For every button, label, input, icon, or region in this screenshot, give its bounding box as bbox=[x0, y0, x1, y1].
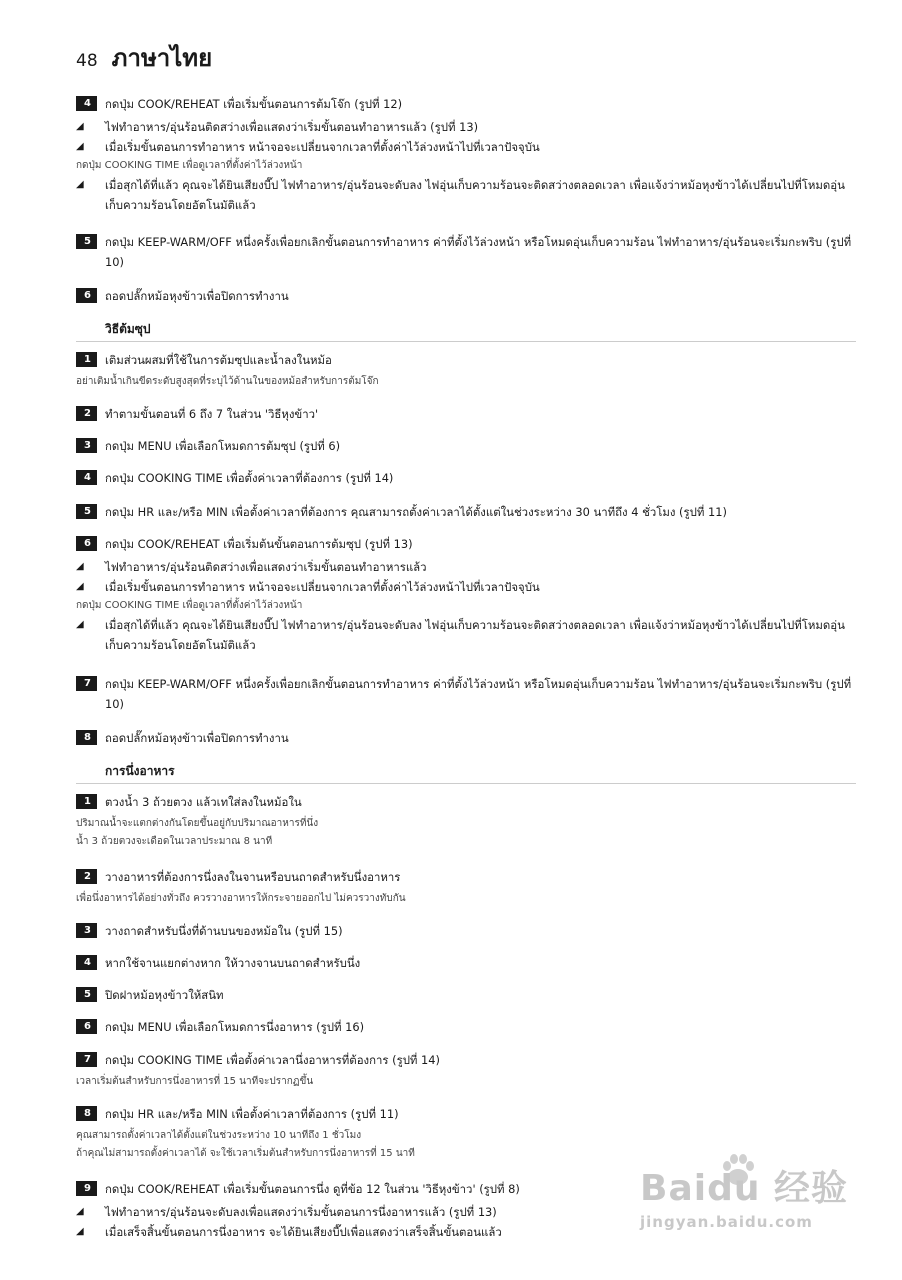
step-number-badge: 5 bbox=[76, 234, 97, 249]
bullet-text: เมื่อสุกได้ที่แล้ว คุณจะได้ยินเสียงบี๊ป ไฟทำอาหาร/อุ่นร้อนจะดับลง ไฟอุ่นเก็บความร้อนจะติดสว่างตลอดเวลา เพื่อแจ้งว่าหม้อหุงข้าวได้เปลี่ยนไปที่โหมดอุ่นเก็บความร้อนโดยอัตโนมัติแล้ว bbox=[105, 178, 845, 212]
step-item bbox=[76, 985, 856, 1005]
note-text: คุณสามารถตั้งค่าเวลาได้ตั้งแต่ในช่วงระหว่าง 10 นาทีถึง 1 ชั่วโมง bbox=[76, 1130, 362, 1141]
step-item bbox=[76, 468, 856, 488]
step-text: ถอดปลั๊กหม้อหุงข้าวเพื่อปิดการทำงาน bbox=[105, 289, 289, 303]
step-item bbox=[76, 502, 856, 522]
bullet-item bbox=[76, 137, 856, 157]
section-heading-steam: การนึ่งอาหาร bbox=[105, 764, 175, 778]
step-item bbox=[76, 94, 856, 114]
step-item bbox=[76, 728, 856, 748]
step-block bbox=[76, 1050, 856, 1091]
page-header bbox=[76, 38, 212, 77]
step-block bbox=[76, 674, 856, 717]
step-text: กดปุ่ม COOK/REHEAT เพื่อเริ่มต้นขั้นตอนการต้มซุป (รูปที่ 13) bbox=[105, 537, 413, 551]
note-text: ถ้าคุณไม่สามารถตั้งค่าเวลาได้ จะใช้เวลาเริ่มต้นสำหรับการนึ่งอาหารที่ 15 นาที bbox=[76, 1148, 415, 1159]
step-block bbox=[76, 404, 856, 427]
bullet-text: เมื่อเริ่มขั้นตอนการทำอาหาร หน้าจอจะเปลี่ยนจากเวลาที่ตั้งค่าไว้ล่วงหน้าไปที่เวลาปัจจุบัน bbox=[105, 580, 540, 594]
step-text: หากใช้จานแยกต่างหาก ให้วางจานบนถาดสำหรับนึ่ง bbox=[105, 956, 361, 970]
step-number-badge: 7 bbox=[76, 1052, 97, 1067]
bullet-text: เมื่อสุกได้ที่แล้ว คุณจะได้ยินเสียงบี๊ป ไฟทำอาหาร/อุ่นร้อนจะดับลง ไฟอุ่นเก็บความร้อนจะติดสว่างตลอดเวลา เพื่อแจ้งว่าหม้อหุงข้าวได้เปลี่ยนไปที่โหมดอุ่นเก็บความร้อนโดยอัตโนมัติแล้ว bbox=[105, 618, 845, 652]
step-number-badge: 3 bbox=[76, 438, 97, 453]
step-text: กดปุ่ม COOK/REHEAT เพื่อเริ่มขั้นตอนการนึ่ง ดูที่ข้อ 12 ในส่วน 'วิธีหุงข้าว' (รูปที่ 8) bbox=[105, 1182, 520, 1196]
step-text: กดปุ่ม MENU เพื่อเลือกโหมดการนึ่งอาหาร (รูปที่ 16) bbox=[105, 1020, 365, 1034]
step-number-badge: 9 bbox=[76, 1181, 97, 1196]
step-number-badge: 5 bbox=[76, 504, 97, 519]
baidu-watermark bbox=[640, 1160, 848, 1231]
step-text: ตวงน้ำ 3 ถ้วยตวง แล้วเทใส่ลงในหม้อใน bbox=[105, 795, 302, 809]
bullet-item bbox=[76, 557, 856, 577]
watermark-logo: Baidu 经验 bbox=[640, 1168, 849, 1209]
note-text: เพื่อนึ่งอาหารได้อย่างทั่วถึง ควรวางอาหารให้กระจายออกไป ไม่ควรวางทับกัน bbox=[76, 893, 406, 904]
step-text: วางถาดสำหรับนึ่งที่ด้านบนของหม้อใน (รูปที่ 15) bbox=[105, 924, 343, 938]
step-item bbox=[76, 867, 856, 887]
triangle-bullet-icon: ◢ bbox=[76, 1206, 84, 1217]
step-text: ปิดฝาหม้อหุงข้าวให้สนิท bbox=[105, 988, 224, 1002]
step-text: ถอดปลั๊กหม้อหุงข้าวเพื่อปิดการทำงาน bbox=[105, 731, 289, 745]
step-number-badge: 6 bbox=[76, 536, 97, 551]
step-text: เติมส่วนผสมที่ใช้ในการต้มซุปและน้ำลงในหม้อ bbox=[105, 353, 332, 367]
step-number-badge: 6 bbox=[76, 1019, 97, 1034]
bullet-text: ไฟทำอาหาร/อุ่นร้อนจะดับลงเพื่อแสดงว่าเริ่มขั้นตอนการนึ่งอาหารแล้ว (รูปที่ 13) bbox=[105, 1205, 497, 1219]
step-item bbox=[76, 534, 856, 554]
step-item bbox=[76, 1050, 856, 1070]
step-block bbox=[76, 867, 856, 908]
step-item bbox=[76, 286, 856, 306]
step-number-badge: 1 bbox=[76, 794, 97, 809]
note-text: กดปุ่ม COOKING TIME เพื่อดูเวลาที่ตั้งค่าไว้ล่วงหน้า bbox=[76, 600, 303, 611]
step-text: กดปุ่ม COOK/REHEAT เพื่อเริ่มขั้นตอนการต้มโจ๊ก (รูปที่ 12) bbox=[105, 97, 403, 111]
step-text: กดปุ่ม MENU เพื่อเลือกโหมดการต้มซุป (รูปที่ 6) bbox=[105, 439, 341, 453]
triangle-bullet-icon: ◢ bbox=[76, 619, 84, 630]
step-number-badge: 3 bbox=[76, 923, 97, 938]
step-number-badge: 8 bbox=[76, 1106, 97, 1121]
bullet-item bbox=[76, 577, 856, 597]
bullet-item bbox=[76, 117, 856, 137]
watermark-url: jingyan.baidu.com bbox=[640, 1213, 813, 1231]
section-porridge bbox=[76, 94, 856, 215]
step-block bbox=[76, 728, 856, 751]
step-number-badge: 8 bbox=[76, 730, 97, 745]
step-text: กดปุ่ม KEEP-WARM/OFF หนึ่งครั้งเพื่อยกเลิกขั้นตอนการทำอาหาร ค่าที่ตั้งไว้ล่วงหน้า หรือโหมดอุ่นเก็บความร้อน ไฟทำอาหาร/อุ่นร้อนจะเริ่มกะพริบ (รูปที่ 10) bbox=[105, 677, 852, 711]
step-number-badge: 7 bbox=[76, 676, 97, 691]
divider bbox=[76, 341, 856, 342]
step-number-badge: 2 bbox=[76, 869, 97, 884]
step-text: กดปุ่ม COOKING TIME เพื่อตั้งค่าเวลานึ่งอาหารที่ต้องการ (รูปที่ 14) bbox=[105, 1053, 440, 1067]
bullet-item bbox=[76, 615, 856, 655]
note-text: ปริมาณน้ำจะแตกต่างกันโดยขึ้นอยู่กับปริมาณอาหารที่นึ่ง bbox=[76, 818, 319, 829]
step-block bbox=[76, 1017, 856, 1040]
triangle-bullet-icon: ◢ bbox=[76, 179, 84, 190]
step-item bbox=[76, 1104, 856, 1124]
step-block bbox=[76, 286, 856, 309]
step-item bbox=[76, 953, 856, 973]
step-text: ทำตามขั้นตอนที่ 6 ถึง 7 ในส่วน 'วิธีหุงข้าว' bbox=[105, 407, 319, 421]
step-block bbox=[76, 953, 856, 976]
triangle-bullet-icon: ◢ bbox=[76, 581, 84, 592]
step-number-badge: 4 bbox=[76, 96, 97, 111]
step-number-badge: 1 bbox=[76, 352, 97, 367]
bullet-text: เมื่อเสร็จสิ้นขั้นตอนการนึ่งอาหาร จะได้ยินเสียงบี๊ปเพื่อแสดงว่าเสร็จสิ้นขั้นตอนแล้ว bbox=[105, 1225, 502, 1239]
step-text: กดปุ่ม HR และ/หรือ MIN เพื่อตั้งค่าเวลาที่ต้องการ (รูปที่ 11) bbox=[105, 1107, 399, 1121]
step-item bbox=[76, 232, 856, 272]
triangle-bullet-icon: ◢ bbox=[76, 561, 84, 572]
step-block bbox=[76, 350, 856, 391]
step-item bbox=[76, 921, 856, 941]
note-text: อย่าเติมน้ำเกินขีดระดับสูงสุดที่ระบุไว้ด้านในของหม้อสำหรับการต้มโจ๊ก bbox=[76, 376, 379, 387]
section-heading-soup: วิธีต้มซุป bbox=[105, 322, 151, 336]
bullet-text: เมื่อเริ่มขั้นตอนการทำอาหาร หน้าจอจะเปลี่ยนจากเวลาที่ตั้งค่าไว้ล่วงหน้าไปที่เวลาปัจจุบัน bbox=[105, 140, 540, 154]
triangle-bullet-icon: ◢ bbox=[76, 1226, 84, 1237]
triangle-bullet-icon: ◢ bbox=[76, 121, 84, 132]
step-item bbox=[76, 404, 856, 424]
page-language-title: ภาษาไทย bbox=[111, 44, 213, 72]
step-block bbox=[76, 436, 856, 459]
step-text: กดปุ่ม KEEP-WARM/OFF หนึ่งครั้งเพื่อยกเลิกขั้นตอนการทำอาหาร ค่าที่ตั้งไว้ล่วงหน้า หรือโหมดอุ่นเก็บความร้อน ไฟทำอาหาร/อุ่นร้อนจะเริ่มกะพริบ (รูปที่ 10) bbox=[105, 235, 852, 269]
step-item bbox=[76, 350, 856, 370]
step-text: กดปุ่ม COOKING TIME เพื่อตั้งค่าเวลาที่ต้องการ (รูปที่ 14) bbox=[105, 471, 394, 485]
step-block bbox=[76, 921, 856, 944]
bullet-item bbox=[76, 175, 856, 215]
step-text: กดปุ่ม HR และ/หรือ MIN เพื่อตั้งค่าเวลาที่ต้องการ คุณสามารถตั้งค่าเวลาได้ตั้งแต่ในช่วงระหว่าง 30 นาทีถึง 4 ชั่วโมง (รูปที่ 11) bbox=[105, 505, 727, 519]
divider bbox=[76, 783, 856, 784]
step-text: วางอาหารที่ต้องการนึ่งลงในจานหรือบนถาดสำหรับนึ่งอาหาร bbox=[105, 870, 401, 884]
step-block bbox=[76, 232, 856, 275]
triangle-bullet-icon: ◢ bbox=[76, 141, 84, 152]
step-number-badge: 5 bbox=[76, 987, 97, 1002]
step-item bbox=[76, 436, 856, 456]
step-number-badge: 4 bbox=[76, 955, 97, 970]
page-number: 48 bbox=[76, 51, 98, 71]
note-text: น้ำ 3 ถ้วยตวงจะเดือดในเวลาประมาณ 8 นาที bbox=[76, 836, 273, 847]
step-number-badge: 4 bbox=[76, 470, 97, 485]
step-block bbox=[76, 468, 856, 491]
bullet-text: ไฟทำอาหาร/อุ่นร้อนติดสว่างเพื่อแสดงว่าเริ่มขั้นตอนทำอาหารแล้ว bbox=[105, 560, 427, 574]
bullet-text: ไฟทำอาหาร/อุ่นร้อนติดสว่างเพื่อแสดงว่าเริ่มขั้นตอนทำอาหารแล้ว (รูปที่ 13) bbox=[105, 120, 479, 134]
step-block bbox=[76, 534, 856, 655]
step-number-badge: 2 bbox=[76, 406, 97, 421]
note-text: เวลาเริ่มต้นสำหรับการนึ่งอาหารที่ 15 นาทีจะปรากฏขึ้น bbox=[76, 1076, 314, 1087]
step-number-badge: 6 bbox=[76, 288, 97, 303]
step-block bbox=[76, 985, 856, 1008]
note-text: กดปุ่ม COOKING TIME เพื่อดูเวลาที่ตั้งค่าไว้ล่วงหน้า bbox=[76, 160, 303, 171]
step-item bbox=[76, 792, 856, 812]
step-block bbox=[76, 792, 856, 851]
step-item bbox=[76, 1017, 856, 1037]
step-item bbox=[76, 674, 856, 714]
step-block bbox=[76, 502, 856, 525]
